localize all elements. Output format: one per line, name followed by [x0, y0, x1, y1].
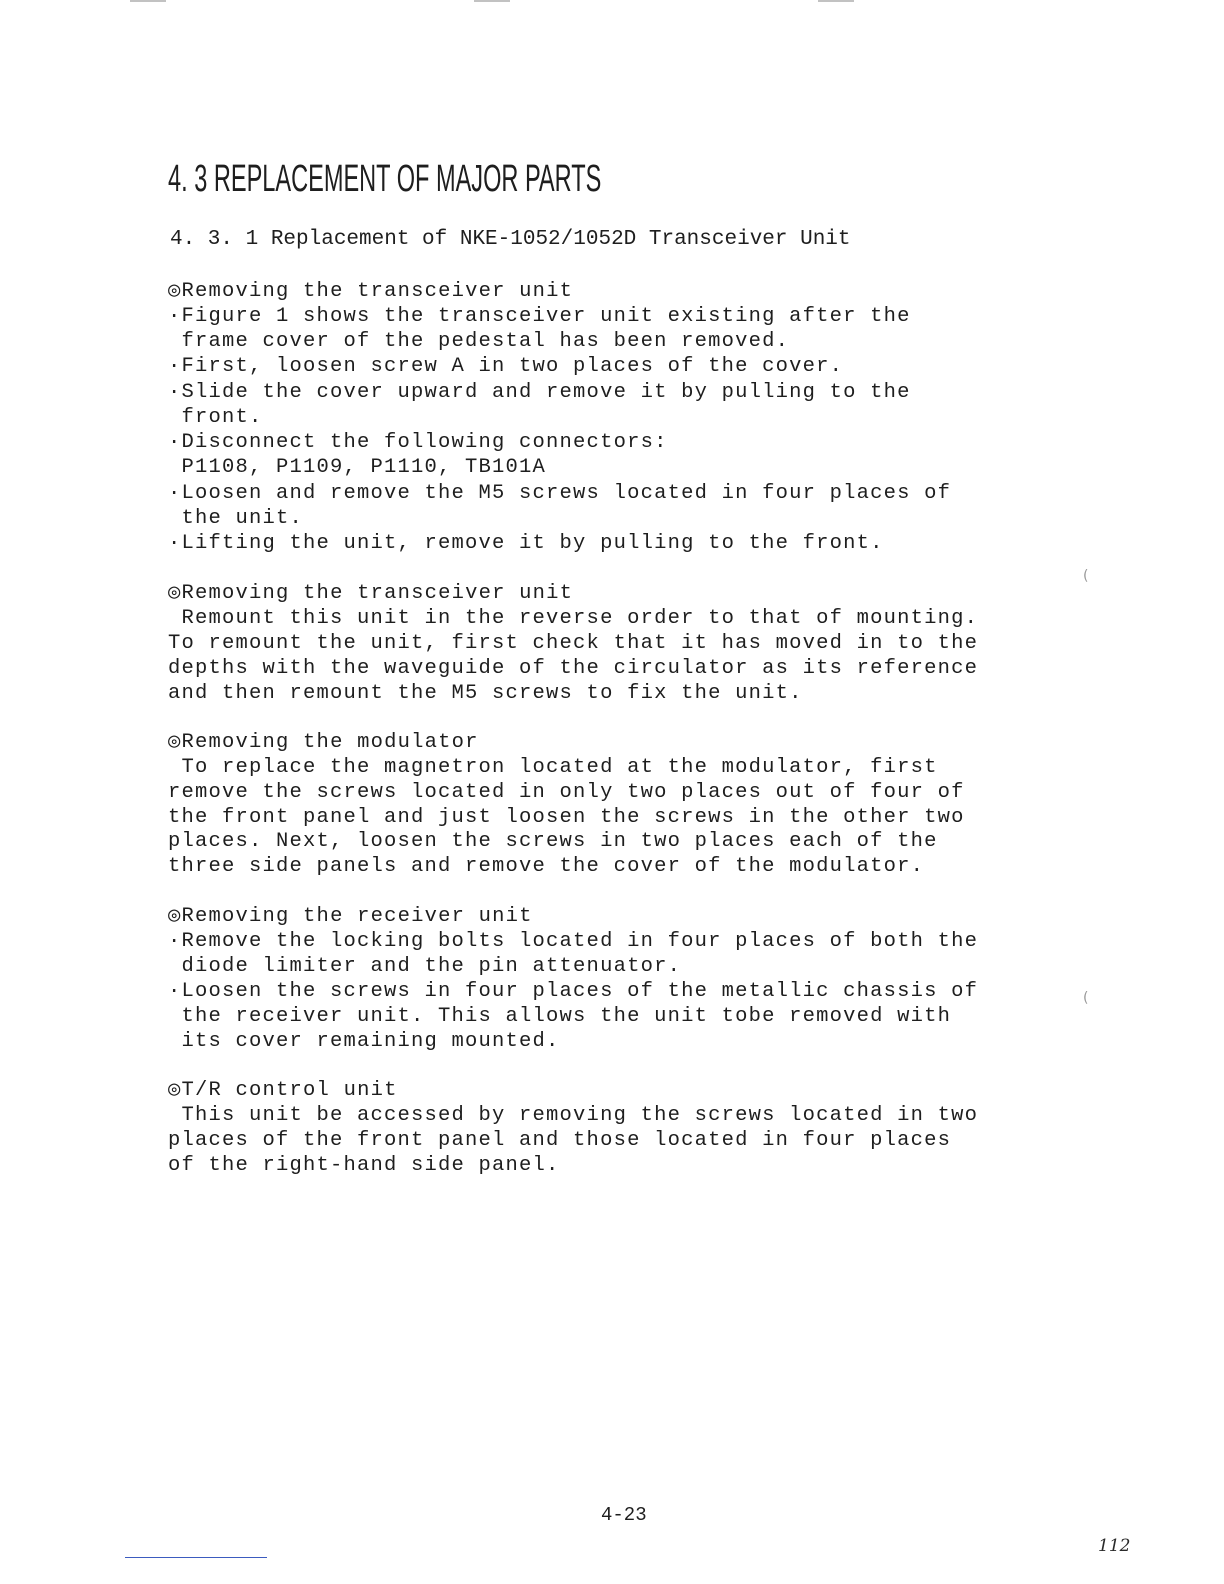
body-line: ·Loosen and remove the M5 screws located in four places of [168, 482, 952, 505]
block-title: ◎Removing the receiver unit [168, 905, 533, 928]
body-line: and then remount the M5 screws to fix the unit. [168, 682, 803, 705]
body-line: frame cover of the pedestal has been removed. [168, 330, 790, 353]
block-title: ◎Removing the transceiver unit [168, 582, 574, 605]
body-line: ·Loosen the screws in four places of the metallic chassis of [168, 980, 979, 1003]
page-number: 4-23 [601, 1504, 647, 1526]
margin-mark: ( [1083, 990, 1089, 1006]
body-line: Remount this unit in the reverse order to that of mounting. [168, 607, 979, 630]
margin-mark: ( [1083, 568, 1089, 584]
body-line: the unit. [168, 507, 304, 530]
body-line: To remount the unit, first check that it has moved in to the [168, 632, 979, 655]
block-title: ◎T/R control unit [168, 1079, 398, 1102]
body-line: This unit be accessed by removing the screws located in two [168, 1104, 979, 1127]
body-line: of the right-hand side panel. [168, 1154, 560, 1177]
block-title: ◎Removing the modulator [168, 731, 479, 754]
body-line: ·First, loosen screw A in two places of the cover. [168, 355, 844, 378]
scan-artifact [818, 0, 854, 2]
body-line: its cover remaining mounted. [168, 1030, 560, 1053]
body-line: the front panel and just loosen the screws in the other two [168, 806, 965, 829]
section-heading: 4. 3 REPLACEMENT OF MAJOR PARTS [168, 158, 602, 200]
body-line: three side panels and remove the cover of the modulator. [168, 855, 925, 878]
body-line: ·Slide the cover upward and remove it by pulling to the [168, 381, 911, 404]
body-line: ·Disconnect the following connectors: [168, 431, 668, 454]
footer-rule [125, 1557, 267, 1558]
body-line: ·Remove the locking bolts located in four places of both the [168, 930, 979, 953]
body-line: diode limiter and the pin attenuator. [168, 955, 682, 978]
scan-artifact [130, 0, 166, 2]
block-title: ◎Removing the transceiver unit [168, 280, 574, 303]
body-line: P1108, P1109, P1110, TB101A [168, 456, 547, 479]
body-line: front. [168, 406, 263, 429]
body-line: ·Lifting the unit, remove it by pulling to the front. [168, 532, 884, 555]
body-line: ·Figure 1 shows the transceiver unit existing after the [168, 305, 911, 328]
subsection-heading: 4. 3. 1 Replacement of NKE-1052/1052D Transceiver Unit [170, 228, 851, 251]
body-line: To replace the magnetron located at the modulator, first [168, 756, 938, 779]
body-line: places. Next, loosen the screws in two places each of the [168, 830, 938, 853]
body-line: places of the front panel and those located in four places [168, 1129, 952, 1152]
body-line: the receiver unit. This allows the unit tobe removed with [168, 1005, 952, 1028]
handwritten-page-number: 112 [1098, 1536, 1131, 1556]
body-line: remove the screws located in only two places out of four of [168, 781, 965, 804]
scan-artifact [474, 0, 510, 2]
body-line: depths with the waveguide of the circulator as its reference [168, 657, 979, 680]
